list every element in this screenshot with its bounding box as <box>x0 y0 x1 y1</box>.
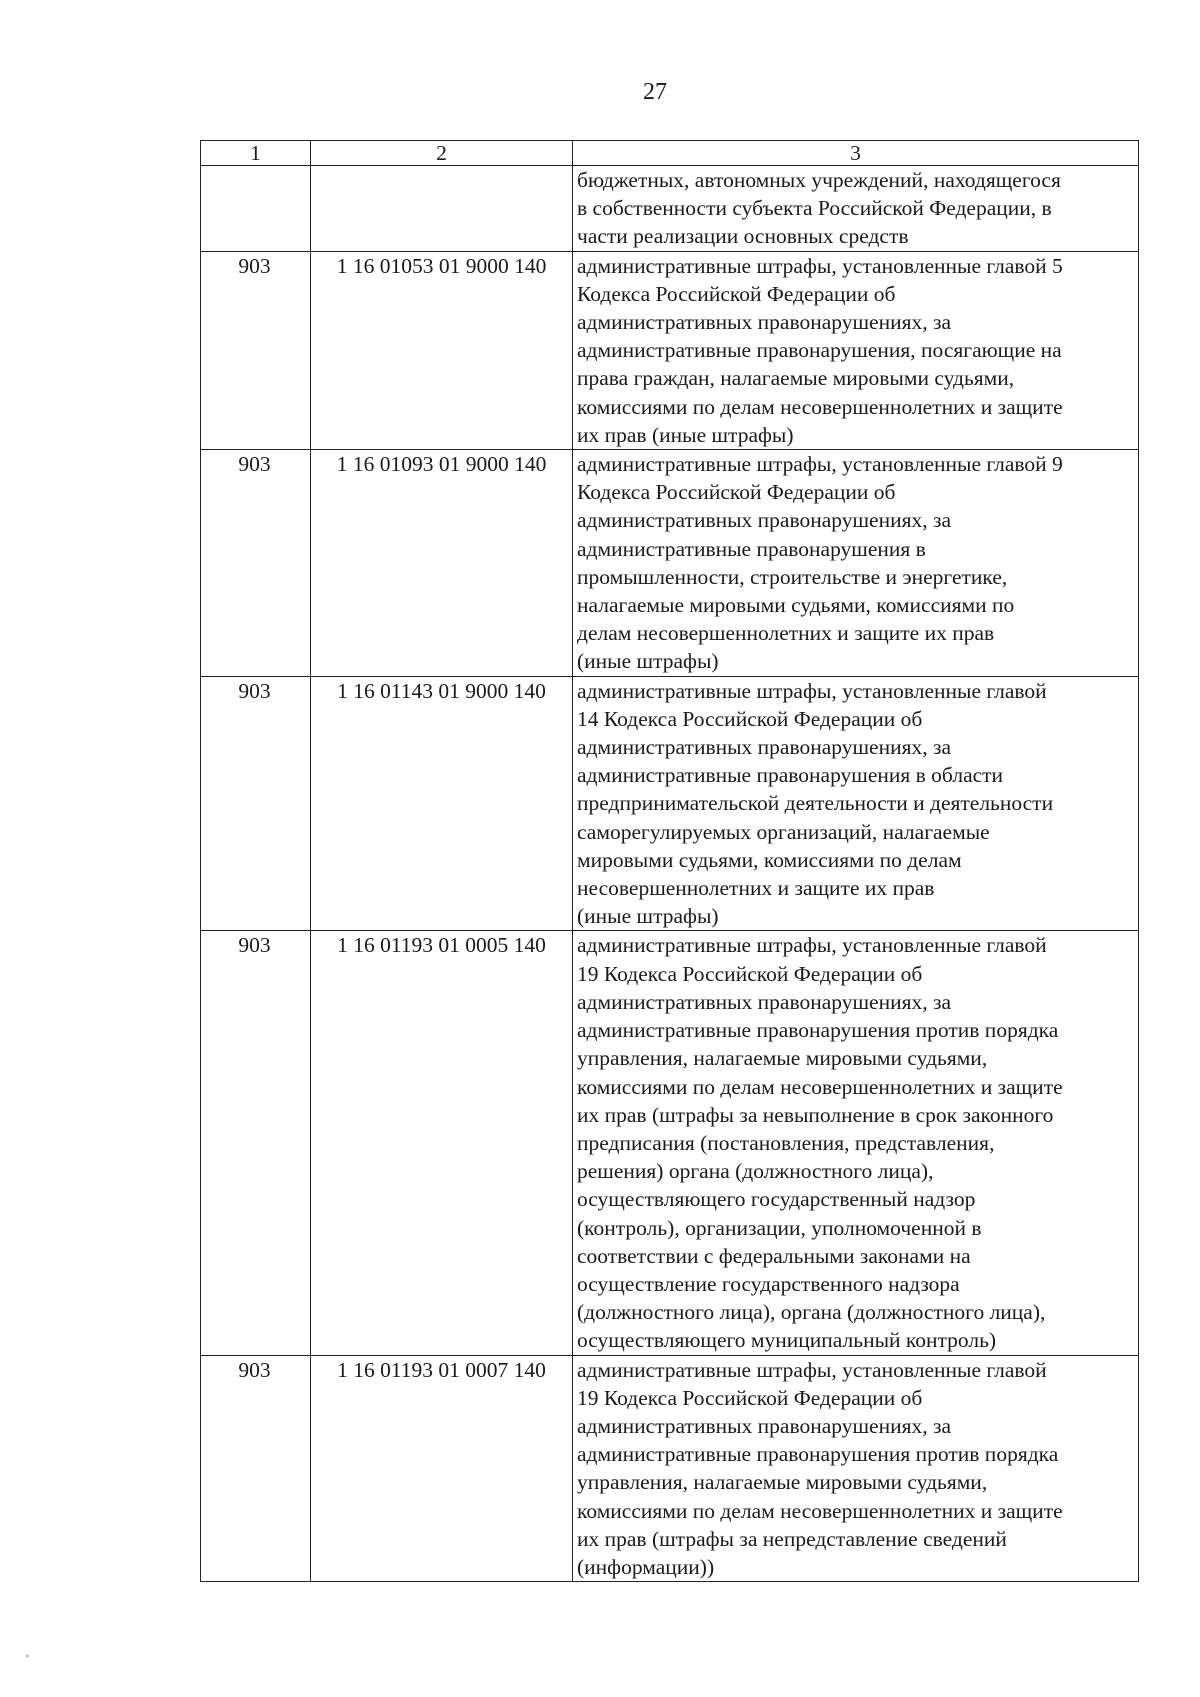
description-line: административные правонарушения в <box>577 536 926 561</box>
description-line: 19 Кодекса Российской Федерации об <box>577 1385 923 1410</box>
revenue-description-cell <box>573 450 1139 677</box>
budget-classification-code-cell: 1 16 01193 01 0007 140 <box>311 1355 573 1582</box>
description-line: управления, налагаемые мировыми судьями, <box>577 1046 988 1071</box>
scan-speck <box>26 1655 29 1657</box>
description-line: (иные штрафы) <box>577 649 719 674</box>
description-line: административных правонарушениях, за <box>577 989 952 1014</box>
description-line: предписания (постановления, представления, <box>577 1130 995 1155</box>
revenue-description-cell <box>573 166 1139 252</box>
description-line: административных правонарушениях, за <box>577 508 952 533</box>
budget-classification-code-cell: 1 16 01143 01 9000 140 <box>311 676 573 931</box>
revenue-description-cell <box>573 676 1139 931</box>
table-row <box>201 676 1139 931</box>
column-header-2: 2 <box>311 141 573 166</box>
description-line: Кодекса Российской Федерации об <box>577 480 896 505</box>
description-line: промышленности, строительстве и энергетике, <box>577 564 1008 589</box>
description-line: административные правонарушения против порядка <box>577 1018 1059 1043</box>
description-line: 19 Кодекса Российской Федерации об <box>577 961 923 986</box>
description-line: административных правонарушениях, за <box>577 735 952 760</box>
budget-classification-code-cell <box>311 166 573 252</box>
description-line: их прав (штрафы за невыполнение в срок законного <box>577 1102 1054 1127</box>
table-body <box>201 141 1139 1582</box>
description-line: административные правонарушения, посягающие на <box>577 338 1062 363</box>
description-line: административных правонарушениях, за <box>577 310 952 335</box>
description-line: саморегулируемых организаций, налагаемые <box>577 819 990 844</box>
admin-code-cell: 903 <box>201 931 311 1355</box>
description-line: (иные штрафы) <box>577 904 719 929</box>
description-line: административных правонарушениях, за <box>577 1413 952 1438</box>
description-line: соответствии с федеральными законами на <box>577 1243 971 1268</box>
revenue-description-cell <box>573 1355 1139 1582</box>
table-row <box>201 251 1139 449</box>
table-row <box>201 166 1139 252</box>
description-line: управления, налагаемые мировыми судьями, <box>577 1470 988 1495</box>
description-line: комиссиями по делам несовершеннолетних и защите <box>577 394 1063 419</box>
description-line: административные штрафы, установленные главой 9 <box>577 452 1063 477</box>
description-line: права граждан, налагаемые мировыми судьями, <box>577 366 1015 391</box>
description-line: административные правонарушения против порядка <box>577 1442 1059 1467</box>
description-line: в собственности субъекта Российской Федерации, в <box>577 196 1052 221</box>
description-line: административные штрафы, установленные главой <box>577 1357 1047 1382</box>
budget-classification-code-cell: 1 16 01053 01 9000 140 <box>311 251 573 449</box>
description-line: осуществляющего государственный надзор <box>577 1187 976 1212</box>
revenue-description-cell <box>573 931 1139 1355</box>
admin-code-cell: 903 <box>201 251 311 449</box>
admin-code-cell <box>201 166 311 252</box>
table-row <box>201 1355 1139 1582</box>
budget-classification-code-cell: 1 16 01193 01 0005 140 <box>311 931 573 1355</box>
description-line: бюджетных, автономных учреждений, находящегося <box>577 168 1061 192</box>
admin-code-cell: 903 <box>201 676 311 931</box>
description-line: комиссиями по делам несовершеннолетних и защите <box>577 1498 1063 1523</box>
table-row <box>201 931 1139 1355</box>
description-line: мировыми судьями, комиссиями по делам <box>577 847 962 872</box>
column-header-3: 3 <box>573 141 1139 166</box>
budget-code-table <box>200 140 1139 1582</box>
description-line: предпринимательской деятельности и деятельности <box>577 791 1054 816</box>
admin-code-cell: 903 <box>201 450 311 677</box>
description-line: (информации)) <box>577 1554 715 1579</box>
description-line: 14 Кодекса Российской Федерации об <box>577 706 923 731</box>
budget-classification-code-cell: 1 16 01093 01 9000 140 <box>311 450 573 677</box>
description-line: их прав (иные штрафы) <box>577 422 794 447</box>
description-line: налагаемые мировыми судьями, комиссиями по <box>577 593 1015 618</box>
description-line: Кодекса Российской Федерации об <box>577 281 896 306</box>
column-header-1: 1 <box>201 141 311 166</box>
description-line: осуществляющего муниципальный контроль) <box>577 1328 997 1353</box>
description-line: (должностного лица), органа (должностного лица), <box>577 1300 1046 1325</box>
description-line: административные штрафы, установленные главой <box>577 678 1047 703</box>
description-line: (контроль), организации, уполномоченной в <box>577 1215 982 1240</box>
description-line: комиссиями по делам несовершеннолетних и защите <box>577 1074 1063 1099</box>
table-row <box>201 450 1139 677</box>
revenue-description-cell <box>573 251 1139 449</box>
table-header-row <box>201 141 1139 166</box>
description-line: осуществление государственного надзора <box>577 1271 960 1296</box>
description-line: административные штрафы, установленные главой 5 <box>577 253 1063 278</box>
description-line: части реализации основных средств <box>577 224 909 249</box>
description-line: административные правонарушения в области <box>577 763 1004 788</box>
description-line: несовершеннолетних и защите их прав <box>577 876 935 901</box>
description-line: административные штрафы, установленные главой <box>577 933 1047 958</box>
description-line: решения) органа (должностного лица), <box>577 1159 934 1184</box>
description-line: делам несовершеннолетних и защите их прав <box>577 621 995 646</box>
description-line: их прав (штрафы за непредставление сведений <box>577 1526 1007 1551</box>
page-number: 27 <box>643 79 667 105</box>
admin-code-cell: 903 <box>201 1355 311 1582</box>
